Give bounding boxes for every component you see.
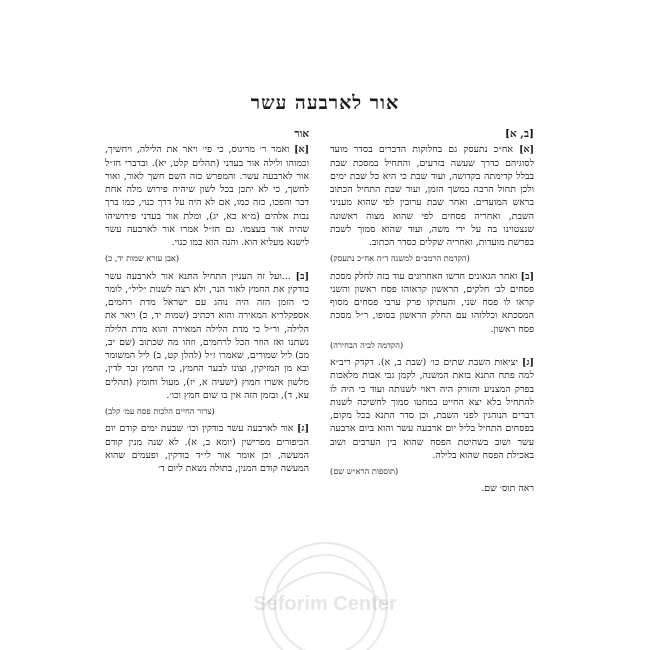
- section-text: יציאות השבת שתים כו׳ (שבת ב, א). דקדק ריב״א למה פתח התנא בזאת המשנה, לקמן גבי אבות מלאכות בפרק המצניע והזורק היה ראוי לשנותה ועוד כי היה לו להתחיל בלא יצא החייט במחטו סמוך לחשיכה לשנות דברים הנוהגין לפני השבת, וכן סדר התנא בכל מקום, בפסחים התחיל בליל יום ארבעה עשר והוא ביום ארבעה עשר ושוב בשחיטת הפסח שהוא בין הערבים ושוב באכילת הפסח שהוא בלילה.: [330, 357, 534, 461]
- section-label: [א]: [519, 144, 535, 156]
- section-text: ואמר ר׳ מריגוס, כי פי׳ ויאר את הלילה, ויחשיך, וכמוהו ולילה אור בעדני (תהלים קלט, יא). ובדברי חז״ל אור לארבעה עשר. והמפרש כזה השם חשך לאור, ואור לחשך, כי לא יתכן בכל לשון שיהיה פירוש מלה אחת דבר והפכו, כזה כמו, אם לא היה על דרך כנוי, כמו ברך נבות אלהים (מ״א כא, יג), ומלת אור בעדני פירושיהו שהיה אור בעצמו. גם חז״ל אמרו אור לארבעה עשר לישנא מעליא הוא. והנה הוא כמו כנוי.: [105, 144, 309, 248]
- section-text: ...ועל זה העניין התחיל התנא אור לארבעה עשר בודקין את החמץ לאור הנר, ולא רצה לשנות ״ליל״, לומר כי הזמן הזה היה נוהג עם ישראל מדת רחמים, אספקלריא המאירה והוא דכתיב (שמות יד, כ) ויאר את הלילה, ור״ל כי מדת הלילה המאירה והוא מדת הלילה נשתנו ואז הוזר הכל לרחמים, וזהו מה שכתוב (שם יב, מב) ליל שמורים, שאמרו ז״ל (להלן קט, ב) ליל המשומר ובא מן המזיקין, וצונו לבער החמץ, כי החמץ זכר לדין, מלשון אשרו חמוץ (ישעיה א, יז), מעול וחומץ (תהלים עא, ד), ובזמן הזה אין בו שום חמץ וכו׳.: [105, 270, 309, 401]
- source-citation: (אבן עזרא שמות יד, כ): [105, 253, 180, 264]
- section-label: [א]: [294, 144, 310, 156]
- source-citation: (צרור החיים הלכות פסח עמ׳ קלב): [105, 406, 215, 416]
- source-citation: (הקדמה לביה הבחירה): [330, 339, 404, 350]
- watermark-seal: [205, 520, 445, 650]
- commentary-section: [105, 422, 309, 475]
- section-text: ואחר הגאונים חדשו האחרונים עוד בזה לחלק מסכת פסחים לב׳ חלקים, הראשון קראוהו פסח ראשון והשני קראו לו פסח שני, והעתיקו פרק ערבי פסחים מסוף המסכתא וכללוהו עם החלק הראשון בסופו, ר״ל מסכת פסח ראשון.: [330, 270, 534, 335]
- commentary-section: [330, 356, 534, 462]
- source-citation: (תוספות הרא״ש שם): [330, 466, 399, 476]
- source-citation: (הקדמת הרמב״ם למשנה ד״ה אח״כ נתעסק): [330, 253, 470, 264]
- commentary-section: [330, 143, 534, 249]
- section-label: [ג]: [522, 357, 534, 368]
- section-label: [ב]: [520, 270, 534, 282]
- commentary-section: [330, 270, 534, 336]
- section-text: אח״כ נתעסק גם בחלוקות הדברים בסדר מועד לסוגיהם כדרך שעשה בזרעים, והתחיל במסכת שבת בבלל קדימתה בקדושה, ועוד שבת כי היא כל שבת ימים ולכן תחול הרבה במשך הזמן, ועוד שבת התחיל הכתוב בראש המועדים. ואחר שבת ערובין לפי שהוא מעניני השבת, ואחריה פסחים לפי שהוא מצוה ראשונה שנצטוינו בה על ידי משה, ועוד שהוא סמוך לשבת בפרשת מועדות, ואחריה שקלים כסדר הכתוב.: [330, 144, 534, 248]
- right-column-heading: [ב, א]: [504, 128, 534, 140]
- section-label: [ג]: [297, 423, 310, 435]
- commentary-section: [105, 270, 309, 403]
- footer-note: ראה תוס׳ שם.: [481, 483, 534, 495]
- section-label: [ב]: [295, 270, 309, 282]
- watermark-text: Seforim Center: [253, 593, 397, 615]
- left-column-heading: אור: [294, 128, 309, 140]
- right-column: [330, 128, 534, 496]
- section-text: אור לארבעה עשר בודקין וכו׳ שבעת ימים קודם יום הכיפורים מפרישין (יומא ב, א). לא שנה מנין קודם המעשה, וכן אומר אור לי״ד בודקין, ופעמים שהוא המעשה קודם המנין, בתולה נשאת ליום ד׳: [105, 423, 309, 474]
- left-column: [105, 128, 309, 475]
- page-title: אור לארבעה עשר: [250, 92, 400, 114]
- commentary-section: [105, 143, 309, 249]
